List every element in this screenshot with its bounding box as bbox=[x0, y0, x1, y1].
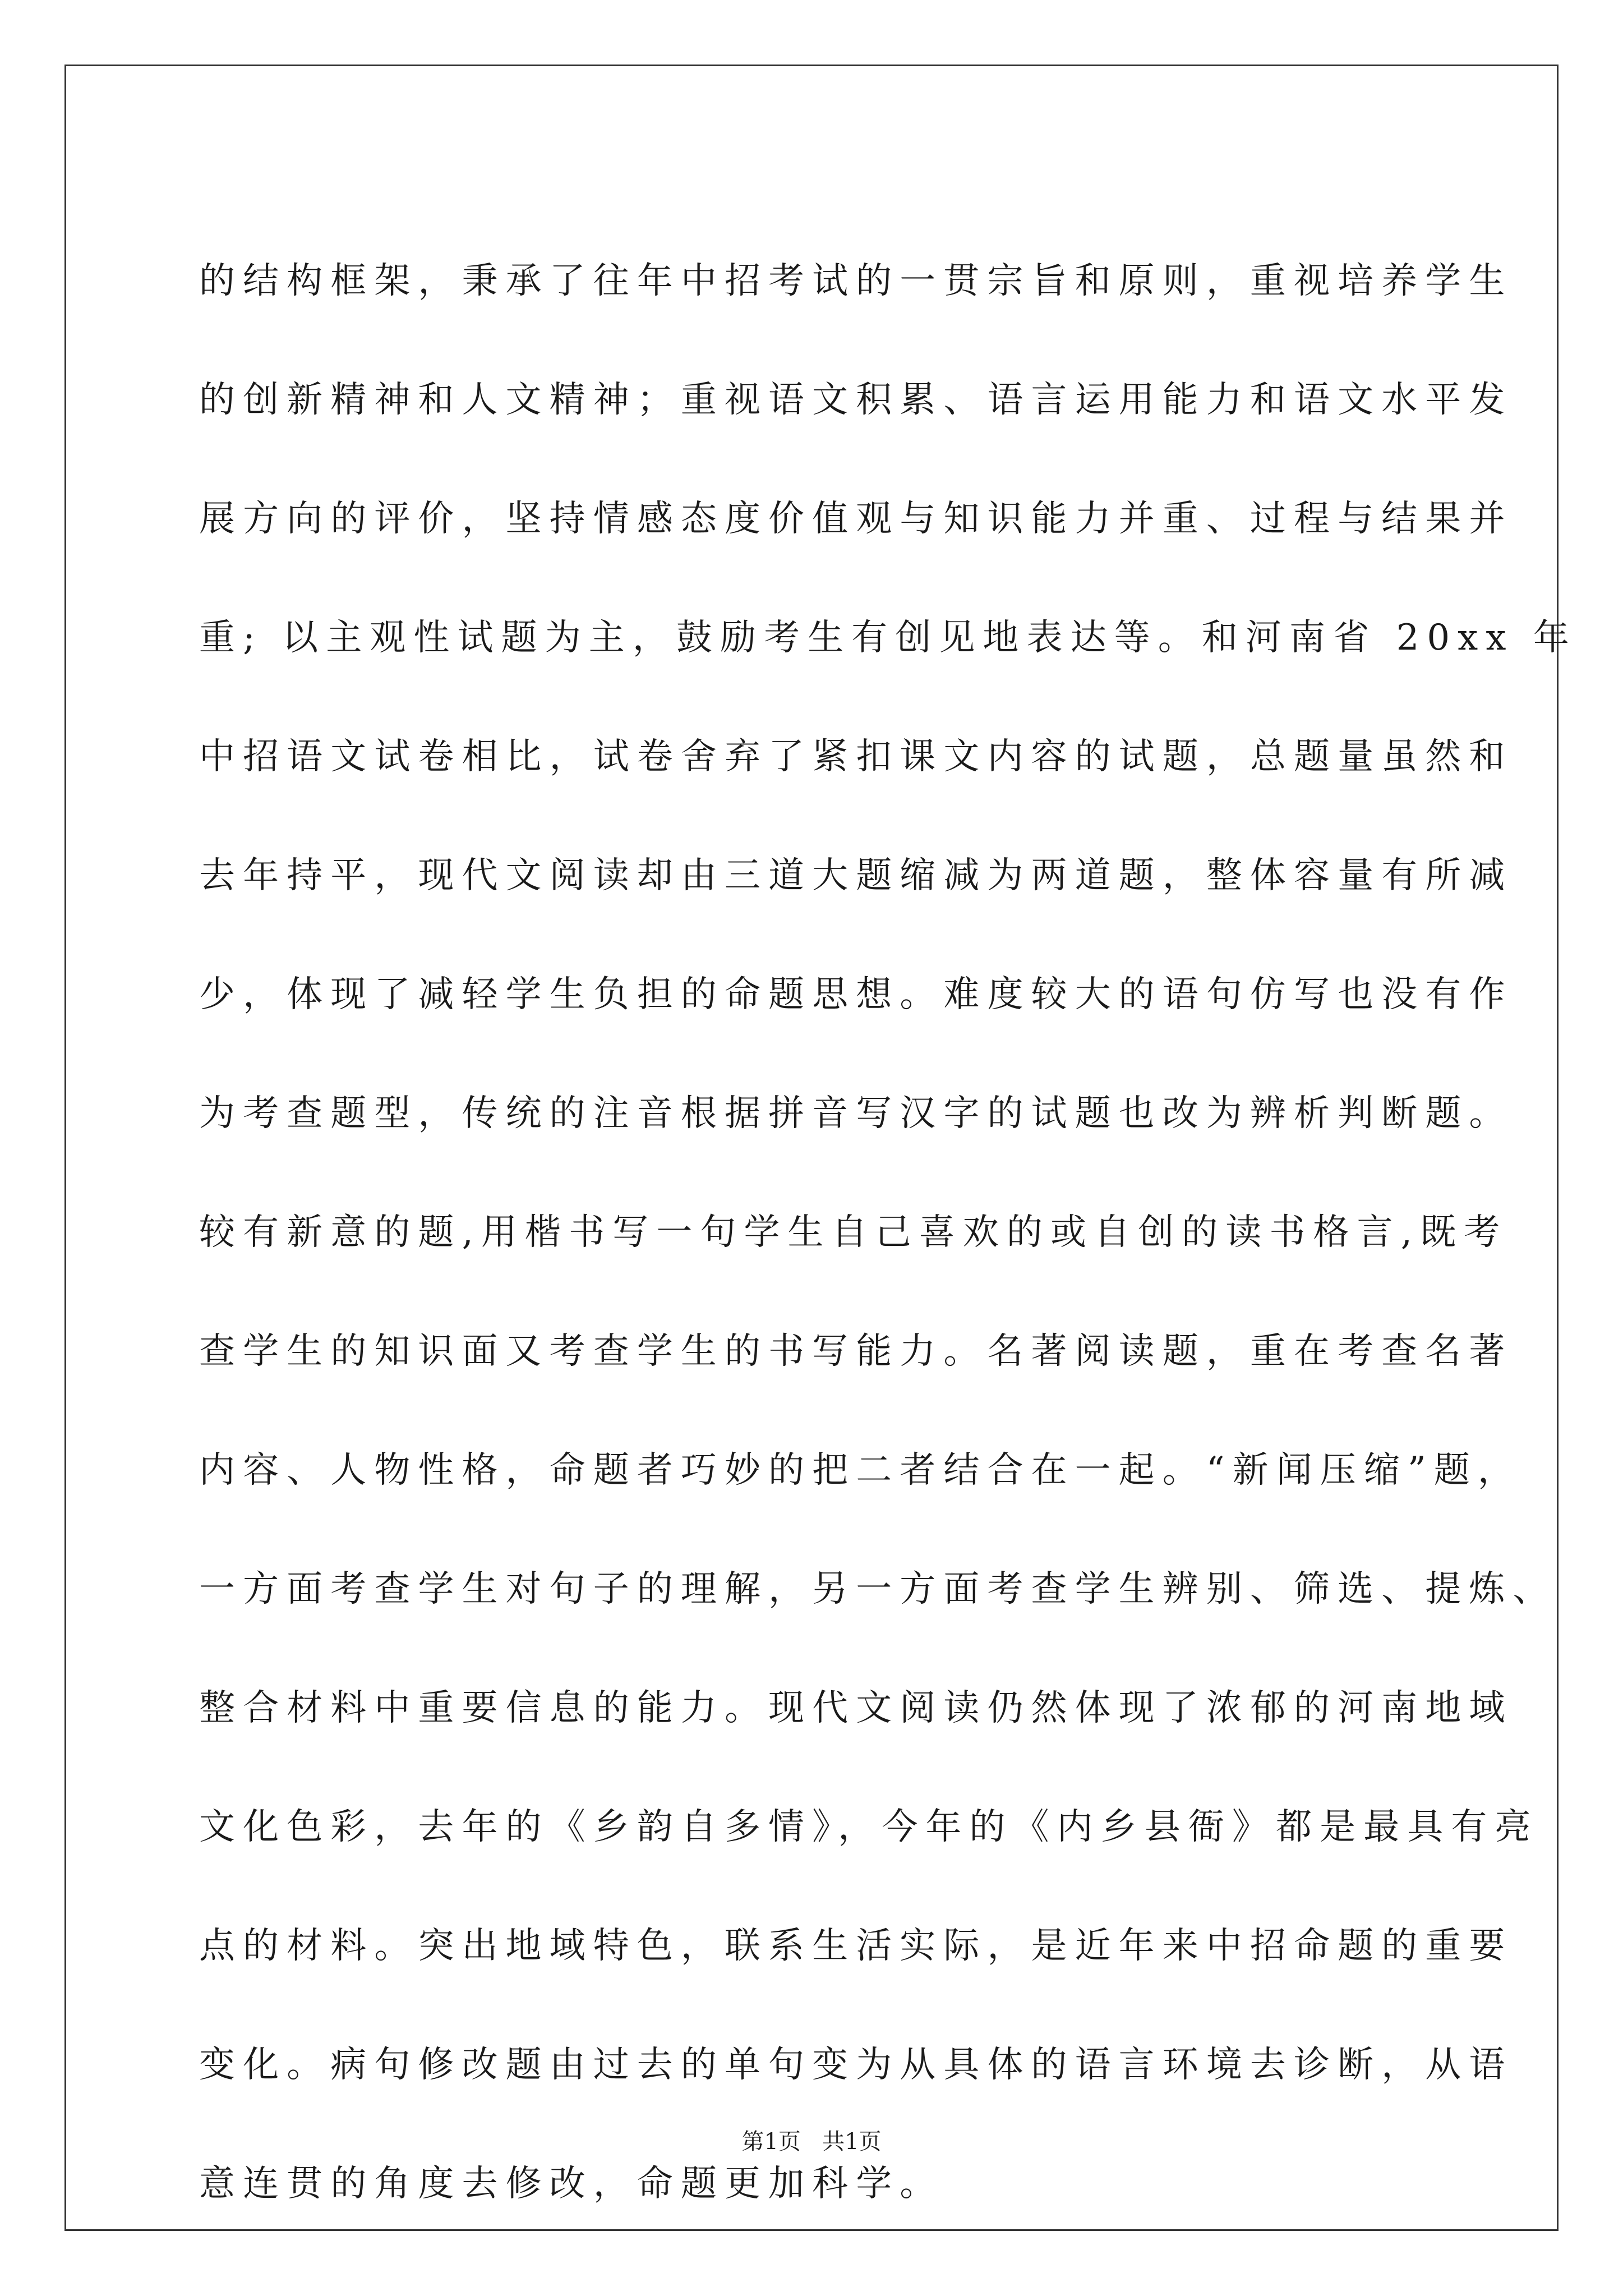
text-line-10: 查学生的知识面又考查学生的书写能力。名著阅读题，重在考查名著 bbox=[199, 1331, 1513, 1372]
text-line-8: 为考查题型，传统的注音根据拼音写汉字的试题也改为辨析判断题。 bbox=[199, 1093, 1513, 1134]
text-line-2: 的创新精神和人文精神；重视语文积累、语言运用能力和语文水平发 bbox=[199, 379, 1513, 421]
text-line-13: 整合材料中重要信息的能力。现代文阅读仍然体现了浓郁的河南地域 bbox=[199, 1687, 1513, 1729]
text-line-14: 文化色彩，去年的《乡韵自多情》，今年的《内乡县衙》都是最具有亮 bbox=[199, 1806, 1539, 1848]
text-line-7: 少，体现了减轻学生负担的命题思想。难度较大的语句仿写也没有作 bbox=[199, 974, 1513, 1015]
text-line-4: 重; 以主观性试题为主，鼓励考生有创见地表达等。和河南省 20xx 年 bbox=[199, 617, 1578, 659]
text-line-5: 中招语文试卷相比，试卷舍弃了紧扣课文内容的试题，总题量虽然和 bbox=[199, 736, 1513, 777]
text-line-16: 变化。病句修改题由过去的单句变为从具体的语言环境去诊断，从语 bbox=[199, 2044, 1513, 2086]
footer-gap bbox=[801, 2129, 822, 2155]
page-number: 第1页 bbox=[741, 2129, 801, 2155]
document-body bbox=[199, 222, 1578, 2243]
text-line-1: 的结构框架，秉承了往年中招考试的一贯宗旨和原则，重视培养学生 bbox=[199, 260, 1513, 302]
page-footer bbox=[0, 2125, 1623, 2159]
page-total: 共1页 bbox=[822, 2129, 882, 2155]
text-line-9: 较有新意的题,用楷书写一句学生自己喜欢的或自创的读书格言,既考 bbox=[199, 1212, 1508, 1253]
text-line-15: 点的材料。突出地域特色，联系生活实际，是近年来中招命题的重要 bbox=[199, 1925, 1513, 1967]
text-line-6: 去年持平，现代文阅读却由三道大题缩减为两道题，整体容量有所减 bbox=[199, 855, 1513, 896]
text-line-3: 展方向的评价，坚持情感态度价值观与知识能力并重、过程与结果并 bbox=[199, 498, 1513, 540]
text-line-11: 内容、人物性格，命题者巧妙的把二者结合在一起。“新闻压缩”题， bbox=[199, 1450, 1521, 1491]
text-line-12: 一方面考查学生对句子的理解，另一方面考查学生辨别、筛选、提炼、 bbox=[199, 1568, 1557, 1610]
text-line-17: 意连贯的角度去修改，命题更加科学。 bbox=[199, 2163, 944, 2205]
